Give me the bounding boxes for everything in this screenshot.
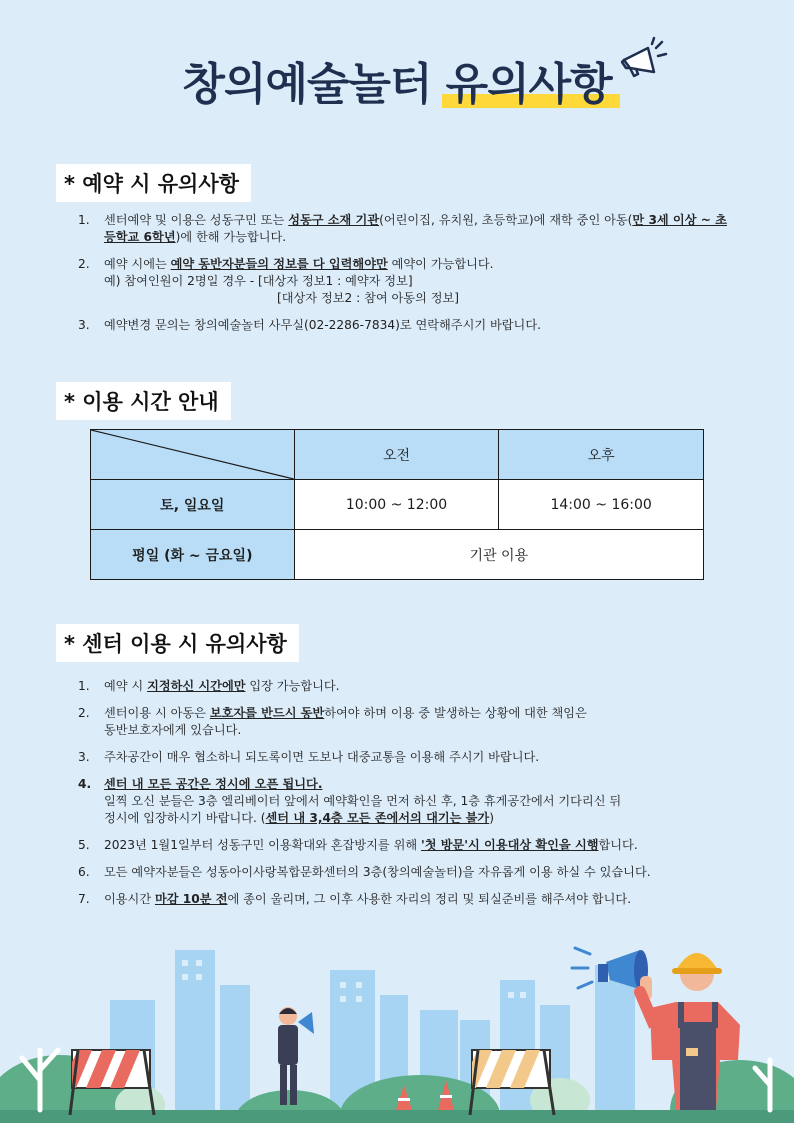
list-item: 1. 예약 시 지정하신 시간에만 입장 가능합니다.: [78, 679, 340, 693]
center-use-notes-list: [78, 678, 728, 918]
list-item: 2. 센터이용 시 아동은 보호자를 반드시 동반하여야 하며 이용 중 발생하는 상황에 대한 책임은 동반보호자에게 있습니다.: [78, 706, 587, 737]
table-row: [91, 480, 704, 530]
list-item: 3. 주차공간이 매우 협소하니 되도록이면 도보나 대중교통을 이용해 주시기 바랍니다.: [78, 750, 540, 764]
title-area: [0, 48, 794, 112]
reservation-notes-list: [78, 212, 728, 344]
section-heading-reservation: * 예약 시 유의사항: [56, 164, 251, 202]
list-item: 2. 예약 시에는 예약 동반자분들의 정보를 다 입력해야만 예약이 가능합니다. 예) 참여인원이 2명일 경우 - [대상자 정보1 : 예약자 정보] [대상자 정보2 : 참여 아동의 정보]: [78, 257, 494, 305]
column-header-pm: 오후: [499, 430, 704, 480]
weekday-cell: 기관 이용: [294, 530, 703, 580]
list-item: 1. 센터예약 및 이용은 성동구민 또는 성동구 소재 기관(어린이집, 유치원, 초등학교)에 재학 중인 아동(만 3세 이상 ~ 초등학교 6학년)에 한해 가능합니다.: [78, 213, 727, 244]
weekend-am-cell: 10:00 ~ 12:00: [294, 480, 499, 530]
list-item: 5. 2023년 1월1일부터 성동구민 이용확대와 혼잡방지를 위해 '첫 방문'시 이용대상 확인을 시행합니다.: [78, 838, 638, 852]
page-title: [182, 48, 611, 112]
title-part1: 창의예술놀터: [182, 59, 432, 110]
row-header-weekday: 평일 (화 ~ 금요일): [91, 530, 295, 580]
row-header-weekend: 토, 일요일: [91, 480, 295, 530]
hours-table: [90, 429, 704, 580]
list-item: 3. 예약변경 문의는 창의예술놀터 사무실(02-2286-7834)로 연락해주시기 바랍니다.: [78, 318, 541, 332]
section-heading-hours: * 이용 시간 안내: [56, 382, 231, 420]
small-worker-illustration: [278, 1007, 314, 1105]
list-item: 4. 센터 내 모든 공간은 정시에 오픈 됩니다. 일찍 오신 분들은 3층 엘리베이터 앞에서 예약확인을 먼저 하신 후, 1층 휴게공간에서 기다리신 뒤 정시에 입장하시기 바랍니다. (센터 내 3,4층 모든 존에서의 대기는 불가): [78, 777, 622, 825]
weekend-pm-cell: 14:00 ~ 16:00: [499, 480, 704, 530]
list-item: 7. 이용시간 마감 10분 전에 종이 울리며, 그 이후 사용한 자리의 정리 및 퇴실준비를 해주셔야 합니다.: [78, 892, 632, 906]
city-construction-illustration: [0, 910, 794, 1123]
table-corner-cell: [91, 430, 295, 480]
list-item: 6. 모든 예약자분들은 성동아이사랑복합문화센터의 3층(창의예술놀터)을 자유롭게 이용 하실 수 있습니다.: [78, 865, 651, 879]
table-row: [91, 530, 704, 580]
column-header-am: 오전: [294, 430, 499, 480]
table-row: [91, 430, 704, 480]
megaphone-icon: [618, 36, 670, 84]
title-part2: 유의사항: [446, 48, 612, 112]
section-heading-center-use: * 센터 이용 시 유의사항: [56, 624, 299, 662]
